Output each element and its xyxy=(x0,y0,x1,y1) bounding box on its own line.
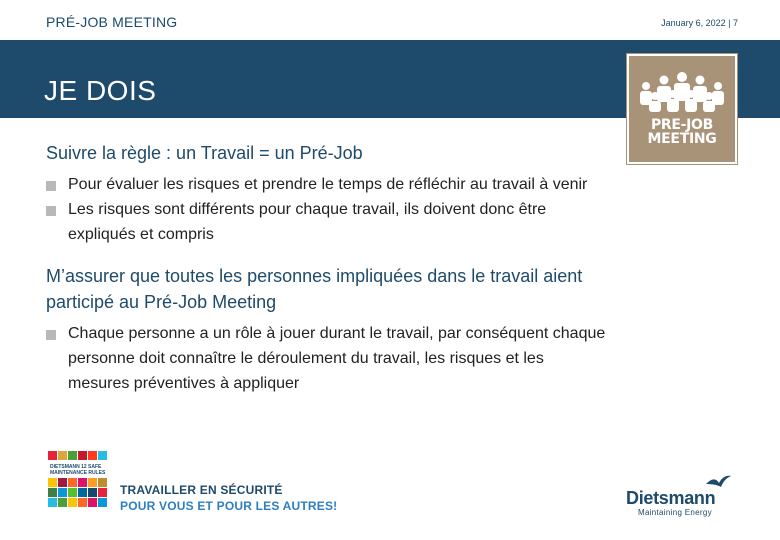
pre-job-meeting-badge xyxy=(627,54,737,164)
bullet-square-icon xyxy=(46,330,56,340)
dietsmann-logo xyxy=(626,474,738,520)
section-heading-2: M’assurer que toutes les personnes impliquées dans le travail aient participé au Pré-Job Meeting xyxy=(46,266,583,312)
safe-rules-grid-icon xyxy=(46,449,112,513)
bullet-item xyxy=(46,321,606,396)
bullet-list-1 xyxy=(46,172,606,247)
bullet-list-2 xyxy=(46,321,606,396)
badge-line-2: MEETING xyxy=(647,131,717,147)
bullet-text: Chaque personne a un rôle à jouer durant le travail, par conséquent chaque personne doit connaître le déroulement du travail, les risques et les mesures préventives à appliquer xyxy=(68,325,606,392)
safe-rules-logo xyxy=(46,449,112,513)
top-bar xyxy=(0,0,780,40)
tagline-line-2: POUR VOUS ET POUR LES AUTRES! xyxy=(120,499,338,513)
brand-name: Dietsmann xyxy=(626,488,716,508)
bullet-item xyxy=(46,172,606,197)
svg-text:MAINTENANCE RULES: MAINTENANCE RULES xyxy=(50,470,106,476)
tagline-line-1: TRAVAILLER EN SÉCURITÉ xyxy=(120,483,283,497)
bullet-text: Pour évaluer les risques et prendre le temps de réfléchir au travail à venir xyxy=(68,176,588,193)
section-heading-1: Suivre la règle : un Travail = un Pré-Job xyxy=(46,143,363,163)
svg-text:DIETSMANN 12 SAFE: DIETSMANN 12 SAFE xyxy=(50,464,102,470)
bullet-item xyxy=(46,197,606,247)
bullet-square-icon xyxy=(46,181,56,191)
slide-content xyxy=(46,140,606,412)
section-label: PRÉ-JOB MEETING xyxy=(46,14,178,30)
badge-line-1: PRE-JOB xyxy=(650,117,714,133)
safety-tagline xyxy=(120,482,337,514)
brand-subtitle: Maintaining Energy xyxy=(638,508,712,517)
bullet-square-icon xyxy=(46,206,56,216)
bullet-text: Les risques sont différents pour chaque travail, ils doivent donc être expliqués et compris xyxy=(68,201,547,243)
date-page-label: January 6, 2022 | 7 xyxy=(661,18,738,28)
people-group-icon xyxy=(637,70,727,114)
slide-title: JE DOIS xyxy=(44,75,157,106)
